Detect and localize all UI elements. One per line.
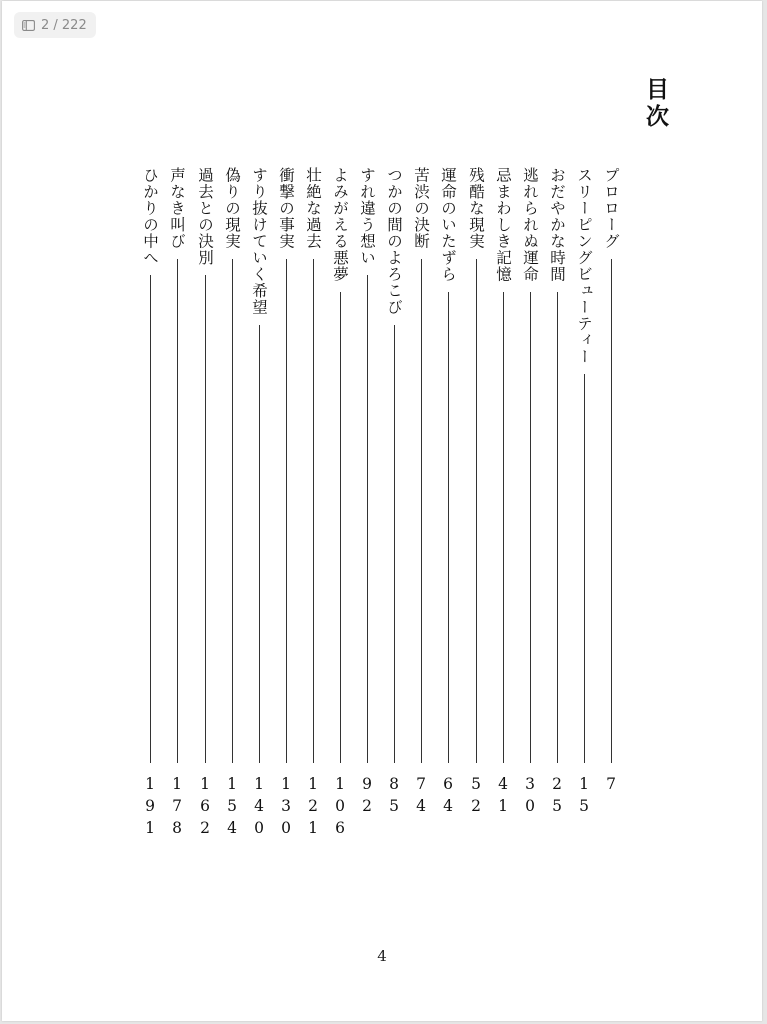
toc-entry[interactable] (492, 167, 514, 847)
toc-entry-page: 178 (168, 775, 186, 841)
toc-entry[interactable] (221, 167, 243, 847)
toc-entry-page: 121 (304, 775, 322, 841)
toc-entry[interactable] (600, 167, 622, 847)
toc-entry[interactable] (465, 167, 487, 847)
toc-entry-page: 106 (331, 775, 349, 841)
toc-leader-line (286, 259, 287, 764)
toc-leader-line (177, 259, 178, 764)
toc-entry-label: つかの間のよろこび (385, 167, 403, 316)
toc-entry[interactable] (329, 167, 351, 847)
toc-entry[interactable] (573, 167, 595, 847)
toc-entry-label: 声なき叫び (168, 167, 186, 250)
toc-entry[interactable] (139, 167, 161, 847)
toc-entry-page: 154 (223, 775, 241, 841)
toc-leader-line (150, 275, 151, 763)
toc-title: 目次 (642, 77, 669, 131)
toc-entry-page: 92 (358, 775, 376, 819)
toc-entry-page: 140 (250, 775, 268, 841)
toc-entry-page: 7 (602, 775, 620, 797)
sidebar-icon (22, 20, 35, 31)
toc-entry-page: 41 (494, 775, 512, 819)
toc-leader-line (557, 292, 558, 764)
toc-entry[interactable] (546, 167, 568, 847)
toc-entry-label: 苦渋の決断 (412, 167, 430, 250)
toc-entry-label: 過去との決別 (196, 167, 214, 266)
toc-leader-line (611, 259, 612, 764)
toc-entry-label: ひかりの中へ (141, 167, 159, 266)
toc-entry-page: 191 (141, 775, 159, 841)
toc-entry[interactable] (275, 167, 297, 847)
toc-entry[interactable] (248, 167, 270, 847)
toc-leader-line (584, 374, 585, 763)
toc-leader-line (421, 259, 422, 764)
toc-leader-line (205, 275, 206, 763)
toc-entry-label: 逃れられぬ運命 (521, 167, 539, 283)
toc-leader-line (503, 292, 504, 764)
toc-entry-label: 偽りの現実 (223, 167, 241, 250)
toc-leader-line (367, 275, 368, 763)
toc-entry-page: 74 (412, 775, 430, 819)
page-number: 4 (377, 947, 387, 965)
toc-leader-line (313, 259, 314, 764)
toc-entry[interactable] (166, 167, 188, 847)
toc-entry[interactable] (437, 167, 459, 847)
toc-entry[interactable] (194, 167, 216, 847)
toc-leader-line (394, 325, 395, 764)
toc-entry[interactable] (519, 167, 541, 847)
toc-entry-label: 壮絶な過去 (304, 167, 322, 250)
toc-entry-label: プロローグ (602, 167, 620, 250)
toc-entry-label: すれ違う想い (358, 167, 376, 266)
toc-entry-page: 130 (277, 775, 295, 841)
toc-leader-line (530, 292, 531, 764)
page-indicator-label: 2 / 222 (41, 17, 87, 33)
toc-leader-line (476, 259, 477, 764)
toc-entry-label: よみがえる悪夢 (331, 167, 349, 283)
toc-entry-label: すり抜けていく希望 (250, 167, 268, 316)
toc-entry[interactable] (302, 167, 324, 847)
toc-entry[interactable] (356, 167, 378, 847)
page-indicator-button[interactable] (14, 12, 96, 38)
toc-leader-line (448, 292, 449, 764)
toc-entry-page: 64 (439, 775, 457, 819)
toc-leader-line (340, 292, 341, 764)
toc-entry-page: 162 (196, 775, 214, 841)
toc-leader-line (232, 259, 233, 764)
toc-entry-label: 残酷な現実 (467, 167, 485, 250)
toc-leader-line (259, 325, 260, 764)
book-page (2, 1, 762, 1021)
toc-entry-page: 25 (548, 775, 566, 819)
toc-entry-page: 85 (385, 775, 403, 819)
toc-entry-label: 忌まわしき記憶 (494, 167, 512, 283)
toc-entry-page: 52 (467, 775, 485, 819)
toc-entry[interactable] (383, 167, 405, 847)
toc-entry-label: スリーピングビューティー (575, 167, 593, 365)
toc-entry-label: 運命のいたずら (439, 167, 457, 283)
toc-entry-page: 15 (575, 775, 593, 819)
toc-entry[interactable] (410, 167, 432, 847)
toc-entry-page: 30 (521, 775, 539, 819)
toc-entry-label: おだやかな時間 (548, 167, 566, 283)
toc-entry-label: 衝撃の事実 (277, 167, 295, 250)
